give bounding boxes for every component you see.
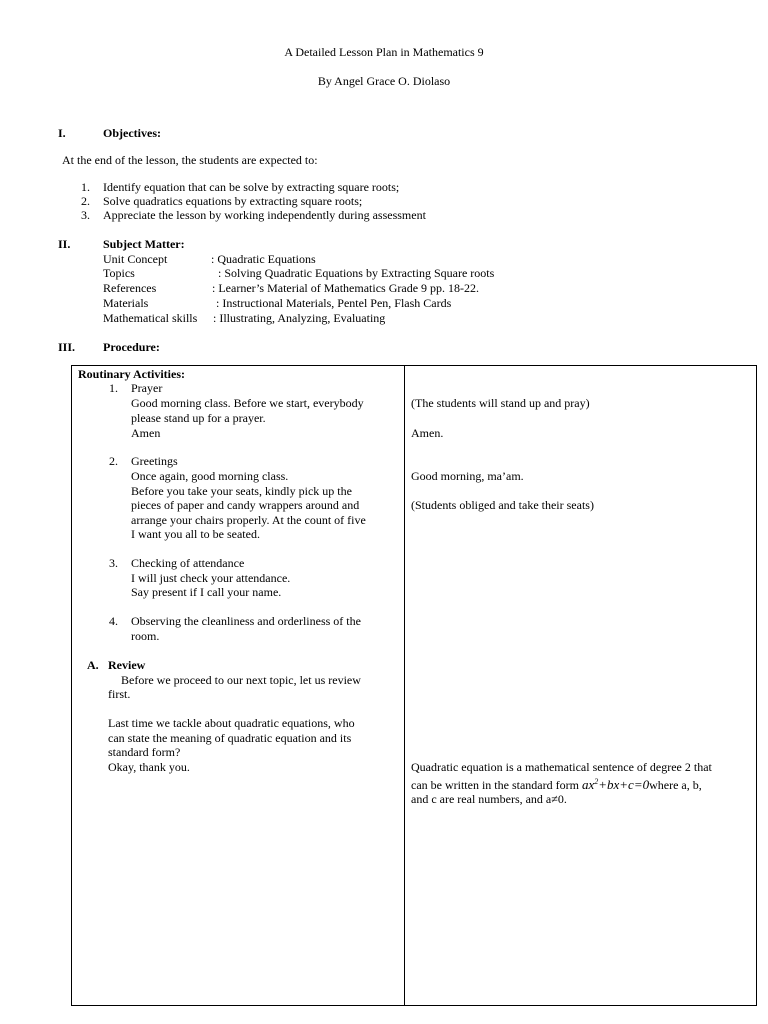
teacher-line: can state the meaning of quadratic equation and its <box>108 731 352 745</box>
teacher-line: standard form? <box>108 745 181 759</box>
objectives-intro: At the end of the lesson, the students are expected to: <box>62 153 318 167</box>
teacher-line: Before you take your seats, kindly pick up the <box>131 484 352 498</box>
subject-label: Mathematical skills <box>103 311 198 325</box>
objective-item: Identify equation that can be solve by extracting square roots; <box>103 180 400 194</box>
formula-rest: +bx+c=0 <box>598 777 650 792</box>
activity-number: 3. <box>109 556 118 570</box>
objective-number: 3. <box>81 208 90 222</box>
student-response: and c are real numbers, and a≠0. <box>411 792 567 806</box>
teacher-line: Amen <box>131 426 161 440</box>
student-response: Good morning, ma’am. <box>411 469 524 483</box>
student-response-formula-line <box>411 775 702 793</box>
activity-number: 2. <box>109 454 118 468</box>
teacher-line: I want you all to be seated. <box>131 527 260 541</box>
section-numeral-procedure: III. <box>58 340 76 354</box>
table-column-divider <box>404 365 405 1006</box>
subject-label: Materials <box>103 296 149 310</box>
student-response: (The students will stand up and pray) <box>411 396 590 410</box>
activity-title-greetings: Greetings <box>131 454 178 468</box>
teacher-line: please stand up for a prayer. <box>131 411 266 425</box>
activity-title-attendance: Checking of attendance <box>131 556 245 570</box>
student-response: (Students obliged and take their seats) <box>411 498 594 512</box>
teacher-line: arrange your chairs properly. At the count of five <box>131 513 366 527</box>
subject-value: : Learner’s Material of Mathematics Grade 9 pp. 18-22. <box>212 281 480 295</box>
teacher-line: Say present if I call your name. <box>131 585 282 599</box>
teacher-line: Okay, thank you. <box>108 760 190 774</box>
section-numeral-objectives: I. <box>58 126 66 140</box>
section-heading-objectives: Objectives: <box>103 126 161 140</box>
objective-number: 1. <box>81 180 90 194</box>
teacher-line: I will just check your attendance. <box>131 571 291 585</box>
student-response: Quadratic equation is a mathematical sentence of degree 2 that <box>411 760 712 774</box>
activity-number: 4. <box>109 614 118 628</box>
standard-form-formula <box>582 777 649 792</box>
subject-label: Topics <box>103 266 135 280</box>
student-response: Amen. <box>411 426 444 440</box>
objective-item: Solve quadratics equations by extracting square roots; <box>103 194 363 208</box>
teacher-line: Before we proceed to our next topic, let us review <box>121 673 361 687</box>
formula-suffix: where a, b, <box>649 778 702 792</box>
document-author: By Angel Grace O. Diolaso <box>317 74 451 88</box>
objective-number: 2. <box>81 194 90 208</box>
teacher-line: pieces of paper and candy wrappers around and <box>131 498 360 512</box>
activity-title-prayer: Prayer <box>131 381 163 395</box>
subject-value: : Instructional Materials, Pentel Pen, Flash Cards <box>216 296 452 310</box>
document-title: A Detailed Lesson Plan in Mathematics 9 <box>284 45 484 59</box>
subject-value: : Illustrating, Analyzing, Evaluating <box>213 311 386 325</box>
teacher-line: Observing the cleanliness and orderliness of the <box>131 614 361 628</box>
formula-exponent: 2 <box>594 777 599 786</box>
objective-item: Appreciate the lesson by working independently during assessment <box>103 208 426 222</box>
formula-ax: ax <box>581 777 595 792</box>
teacher-line: Once again, good morning class. <box>131 469 289 483</box>
teacher-line: room. <box>131 629 160 643</box>
subject-label: References <box>103 281 157 295</box>
section-heading-subject-matter: Subject Matter: <box>103 237 185 251</box>
subject-value: : Quadratic Equations <box>211 252 316 266</box>
section-heading-procedure: Procedure: <box>103 340 160 354</box>
teacher-line: Good morning class. Before we start, everybody <box>131 396 364 410</box>
formula-prefix: can be written in the standard form <box>411 778 582 792</box>
section-numeral-subject-matter: II. <box>58 237 71 251</box>
subject-value: : Solving Quadratic Equations by Extracting Square roots <box>218 266 495 280</box>
review-heading: Review <box>108 658 146 672</box>
review-letter: A. <box>87 658 99 672</box>
subject-label: Unit Concept <box>103 252 168 266</box>
routinary-heading: Routinary Activities: <box>78 367 185 381</box>
teacher-line: Last time we tackle about quadratic equations, who <box>108 716 355 730</box>
teacher-line: first. <box>108 687 131 701</box>
activity-number: 1. <box>109 381 118 395</box>
